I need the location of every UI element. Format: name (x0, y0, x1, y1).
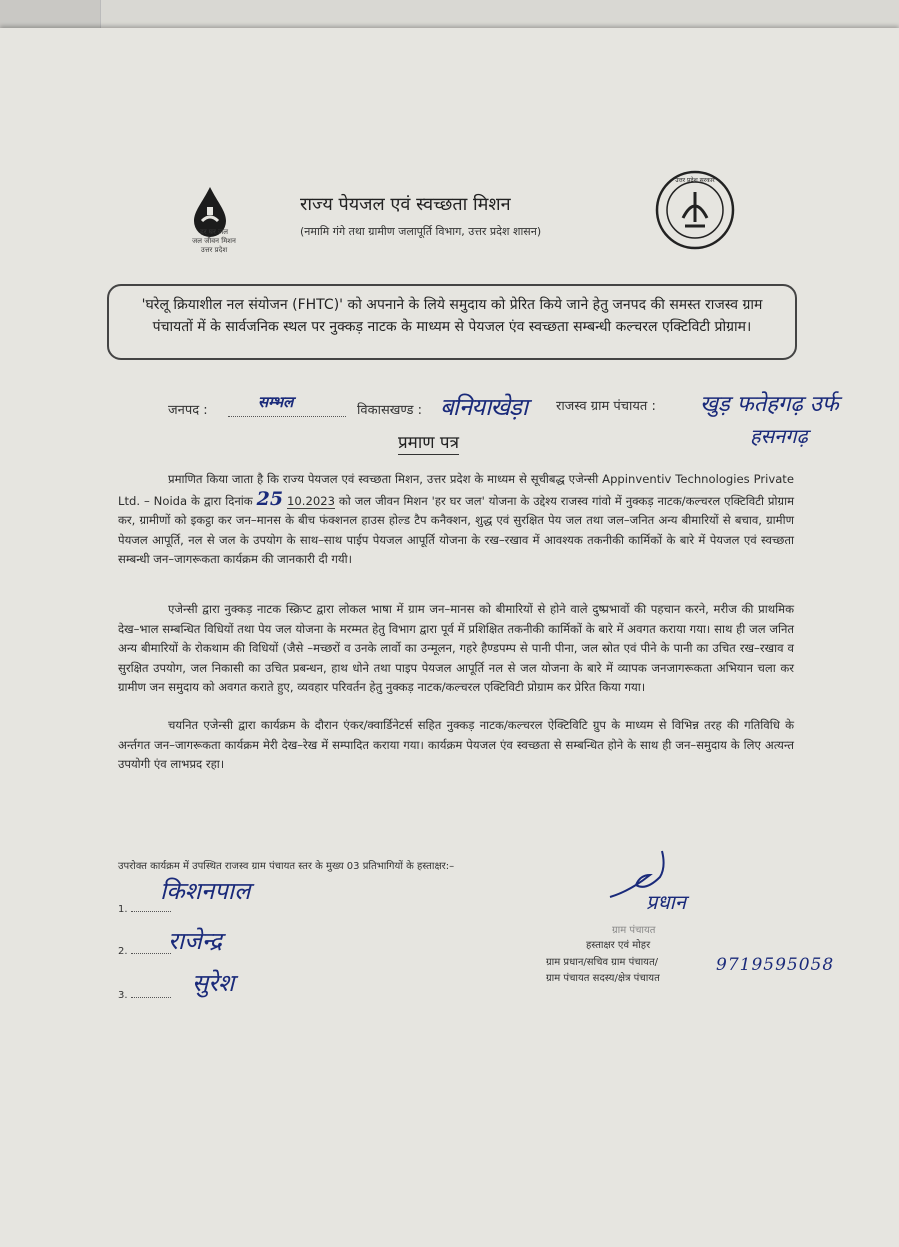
signatory-name: राजेन्द्र (168, 927, 222, 955)
signatory-number: 2. (118, 946, 128, 957)
designation-line-2: ग्राम पंचायत सदस्य/क्षेत्र पंचायत (546, 973, 660, 984)
block-value: बनियाखेड़ा (440, 393, 528, 421)
designation-line-1: ग्राम प्रधान/सचिव ग्राम पंचायत/ (546, 957, 659, 968)
pradhan-mobile-number: 9719595058 (716, 955, 835, 975)
certificate-heading: प्रमाण पत्र (398, 430, 459, 455)
signatory-row (118, 990, 171, 1001)
sign-seal-label: हस्ताक्षर एवं मोहर (586, 940, 651, 951)
signatory-number: 1. (118, 904, 128, 915)
logo-caption-line: हर घर जल (200, 228, 228, 236)
date-month-year: 10.2023 (287, 493, 335, 508)
logo-caption-line: जल जीवन मिशन (192, 237, 236, 245)
mission-title: राज्य पेयजल एवं स्वच्छता मिशन (300, 194, 511, 215)
mission-subtitle: (नमामि गंगे तथा ग्रामीण जलापूर्ति विभाग, उत्तर प्रदेश शासन) (300, 225, 542, 238)
signatory-row (118, 946, 171, 957)
paragraph-3: चयनित एजेन्सी द्वारा कार्यक्रम के दौरान एंकर/क्वार्डिनेटर्स सहित नुक्कड़ नाटक/कल्चरल ऐक्टिविटि ग्रुप के माध्यम से विभिन्न तरह की गतिविधि के अर्न्तगत जन–जागरूकता कार्यक्रम मेरी देख–रेख में सम्पादित कराया गया। कार्यक्रम पेयजल एंव स्वच्छता से सम्बन्धित होने के साथ ही जन–समुदाय के लिए अत्यन्त उपयोगी एंव लाभप्रद रहा। (118, 718, 794, 771)
paragraph-1-text-a: प्रमाणित किया जाता है कि राज्य पेयजल एवं स्वच्छता मिशन, उत्तर प्रदेश के माध्यम से सूचीबद्ध एजेन्सी Appinventiv Technologies Private Ltd. – Noida के द्वारा दिनांक (118, 472, 794, 508)
seal-text: उत्तर प्रदेश सरकार (675, 177, 715, 184)
up-government-seal-icon (655, 170, 735, 250)
date-day-handwritten: 25 (256, 487, 284, 510)
paragraph-2: एजेन्सी द्वारा नुक्कड़ नाटक स्क्रिप्ट द्वारा लोकल भाषा में ग्राम जन–मानस को बीमारियों से होने वाले दुष्प्रभावों की पहचान करने, मरीज की प्राथमिक देख–भाल सम्बन्धित विधियों तथा पेय जल योजना के मरम्मत हेतु विभाग द्वारा पूर्व में प्रशिक्षित तकनीकी कार्मिकों के बारे में अवगत कराया गया। साथ ही जल जनित अन्य बीमारियों के रोकथाम की विधियों (जैसे –मच्छरों व उनके लार्वो का उन्मूलन, गहरे हैण्डपम्प से पानी पीना, जल स्रोत एवं पीने के पानी का उचित रख–रखाव व सुरक्षित उपयोग, जल निकासी का उचित प्रबन्धन, हाथ धोने तथा पाइप पेयजल आपूर्ति नल से जल योजना के बारे में व्यापक जनजागरूकता अभियान चला कर ग्रामीण जन समुदाय को अवगत कराते हुए, व्यवहार परिवर्तन हेतु नुक्कड़ नाटक/कल्चरल एक्टिविटी प्रोग्राम कर प्रेरित किया गया। (118, 602, 794, 694)
stamp-text: ग्राम पंचायत (612, 925, 656, 936)
signatory-name: सुरेश (192, 969, 235, 997)
pradhan-signature-word: प्रधान (646, 890, 686, 914)
block-label: विकासखण्ड : (357, 403, 423, 418)
paragraph-1-text-b: को जल जीवन मिशन 'हर घर जल' योजना के उद्देश्य राजस्व गांवो में नुक्कड़ नाटक/कल्चरल एक्टिविटी प्रोग्राम कर, ग्रामीणों को इकट्ठा कर जन–मानस के बीच फंक्शनल हाउस होल्ड टैप कनैक्शन, शुद्ध एवं सुरक्षित पेय जल तथा जल–जनित अन्य बीमारियों से बचाव, ग्रामीण पेयजल आपूर्ति, नल से जल के उपयोग के साथ–साथ पाईप पेयजल आपूर्ति योजना के रख–रखाव में आवश्यक तकनीकी कार्मिकों के बारे में पेयजल एवं स्वच्छता सम्बन्धी जन–जागरूकता कार्यक्रम की जानकारी दी गयी। (118, 493, 795, 566)
logo-caption (183, 228, 245, 255)
village-label: राजस्व ग्राम पंचायत : (556, 399, 656, 414)
signatory-name: किशनपाल (160, 877, 251, 905)
signatories-intro: उपरोक्त कार्यक्रम में उपस्थित राजस्व ग्राम पंचायत स्तर के मुख्य 03 प्रतिभागियों के हस्ताक्षर:– (118, 861, 455, 872)
signatory-number: 3. (118, 990, 128, 1001)
village-value: खुड़ फतेहगढ़ उर्फ (700, 392, 839, 417)
logo-caption-line: उत्तर प्रदेश (200, 246, 228, 254)
district-label: जनपद : (168, 403, 208, 418)
subject-box: 'घरेलू क्रियाशील नल संयोजन (FHTC)' को अपनाने के लिये समुदाय को प्रेरित किये जाने हेतु जनपद की समस्त राजस्व ग्राम पंचायतों में के सार्वजनिक स्थल पर नुक्कड़ नाटक के माध्यम से पेयजल एंव स्वच्छता सम्बन्धी कल्चरल एक्टिविटी प्रोग्राम। (107, 284, 797, 360)
village-value-line2: हसनगढ़ (750, 424, 808, 448)
district-value: सम्भल (258, 393, 294, 411)
paragraph-1 (118, 470, 794, 570)
